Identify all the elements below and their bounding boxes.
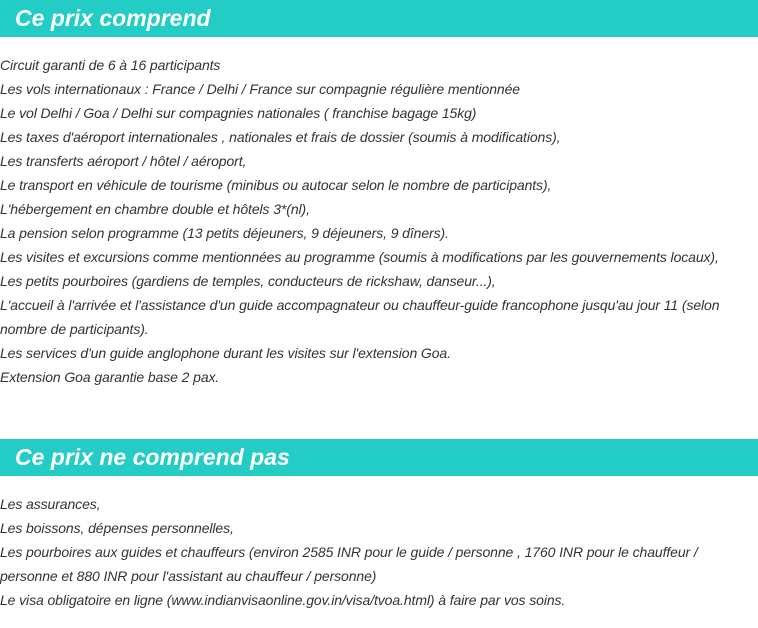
list-item: Les petits pourboires (gardiens de temples, conducteurs de rickshaw, danseur...), [0,273,496,289]
price-excludes-section [0,439,758,612]
list-item: Les vols internationaux : France / Delhi / France sur compagnie régulière mentionnée [0,81,520,97]
list-item: Le transport en véhicule de tourisme (minibus ou autocar selon le nombre de participants), [0,177,552,193]
list-item: Les visites et excursions comme mentionnées au programme (soumis à modifications par les gouvernements locaux), [0,249,719,265]
price-includes-heading: Ce prix comprend [0,0,758,37]
list-item: Les taxes d'aéroport internationales , nationales et frais de dossier (soumis à modifications), [0,129,561,145]
price-excludes-list [0,492,758,612]
list-item: Circuit garanti de 6 à 16 participants [0,57,221,73]
list-item: La pension selon programme (13 petits déjeuners, 9 déjeuners, 9 dîners). [0,225,449,241]
list-item: L'hébergement en chambre double et hôtels 3*(nl), [0,201,310,217]
list-item: Le vol Delhi / Goa / Delhi sur compagnies nationales ( franchise bagage 15kg) [0,105,477,121]
list-item: Les pourboires aux guides et chauffeurs (environ 2585 INR pour le guide / personne , 1760 INR pour le chauffeur / personne et 880 INR pour l'assistant au chauffeur / personne) [0,544,698,584]
list-item: Les assurances, [0,496,101,512]
list-item: Les services d'un guide anglophone durant les visites sur l'extension Goa. [0,345,451,361]
list-item: Les boissons, dépenses personnelles, [0,520,234,536]
price-excludes-heading: Ce prix ne comprend pas [0,439,758,476]
list-item: L'accueil à l'arrivée et l'assistance d'un guide accompagnateur ou chauffeur-guide francophone jusqu'au jour 11 (selon nombre de participants). [0,297,720,337]
list-item: Extension Goa garantie base 2 pax. [0,369,220,385]
price-includes-list [0,53,758,389]
list-item: Les transferts aéroport / hôtel / aéroport, [0,153,247,169]
list-item: Le visa obligatoire en ligne (www.indianvisaonline.gov.in/visa/tvoa.html) à faire par vos soins. [0,592,566,608]
